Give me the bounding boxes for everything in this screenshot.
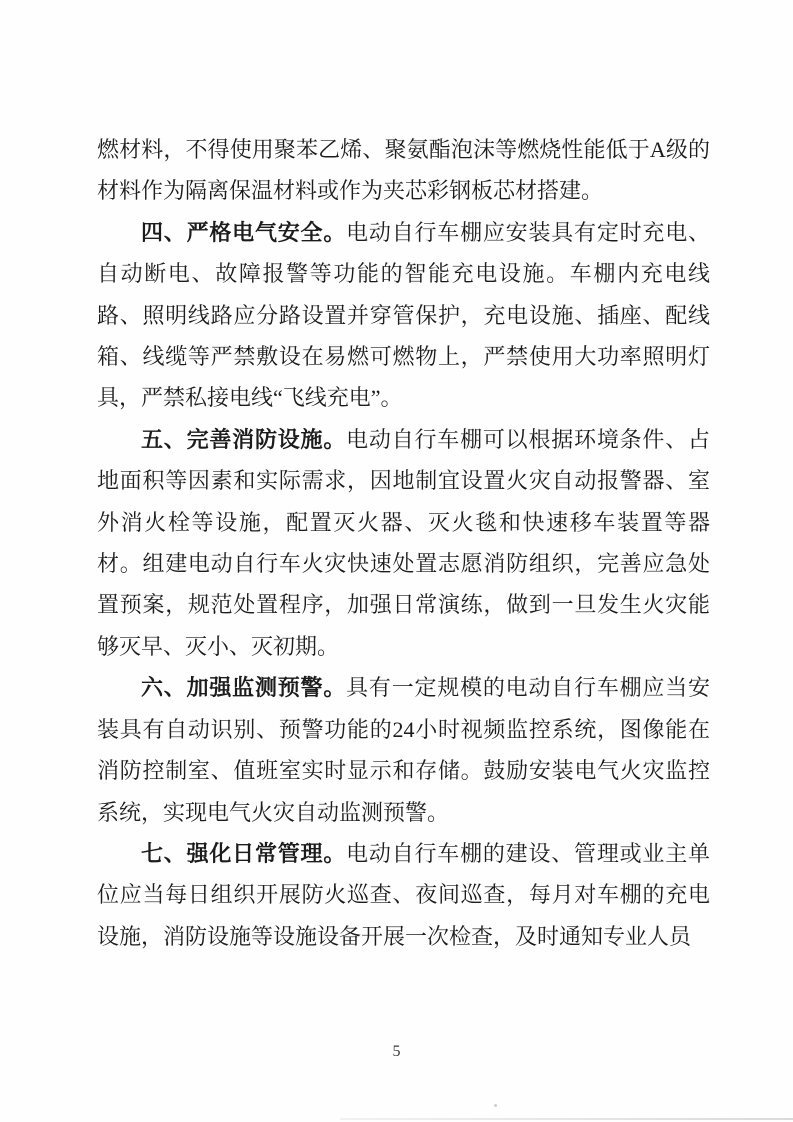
section-heading: 五、完善消防设施。 <box>141 426 347 452</box>
page-number: 5 <box>392 1043 401 1060</box>
section-heading: 七、强化日常管理。 <box>141 840 347 866</box>
paragraph: 六、加强监测预警。具有一定规模的电动自行车棚应当安装具有自动识别、预警功能的24小时视频监控系统，图像能在消防控制室、值班室实时显示和存储。鼓励安装电气火灾监控系统，实现电气火灾自动监测预警。 <box>97 675 710 825</box>
paragraph: 燃材料，不得使用聚苯乙烯、聚氨酯泡沫等燃烧性能低于A级的材料作为隔离保温材料或作为夹芯彩钢板芯材搭建。 <box>97 137 710 204</box>
paragraph: 五、完善消防设施。电动自行车棚可以根据环境条件、占地面积等因素和实际需求，因地制宜设置火灾自动报警器、室外消火栓等设施，配置灭火器、灭火毯和快速移车装置等器材。组建电动自行车火灾快速处置志愿消防组织，完善应急处置预案，规范处置程序，加强日常演练，做到一旦发生火灾能够灭早、灭小、灭初期。 <box>97 426 710 659</box>
document-body <box>97 129 710 957</box>
section-heading: 六、加强监测预警。 <box>141 675 347 701</box>
section-heading: 四、严格电气安全。 <box>141 219 347 245</box>
paragraph: 七、强化日常管理。电动自行车棚的建设、管理或业主单位应当每日组织开展防火巡查、夜间巡查，每月对车棚的充电设施，消防设施等设施设备开展一次检查，及时通知专业人员 <box>97 840 710 949</box>
scan-artifact-line <box>340 1118 793 1120</box>
scan-artifact-dot <box>494 1104 497 1107</box>
paragraph: 四、严格电气安全。电动自行车棚应安装具有定时充电、自动断电、故障报警等功能的智能充电设施。车棚内充电线路、照明线路应分路设置并穿管保护，充电设施、插座、配线箱、线缆等严禁敷设在易燃可燃物上，严禁使用大功率照明灯具，严禁私接电线“飞线充电”。 <box>97 219 710 411</box>
